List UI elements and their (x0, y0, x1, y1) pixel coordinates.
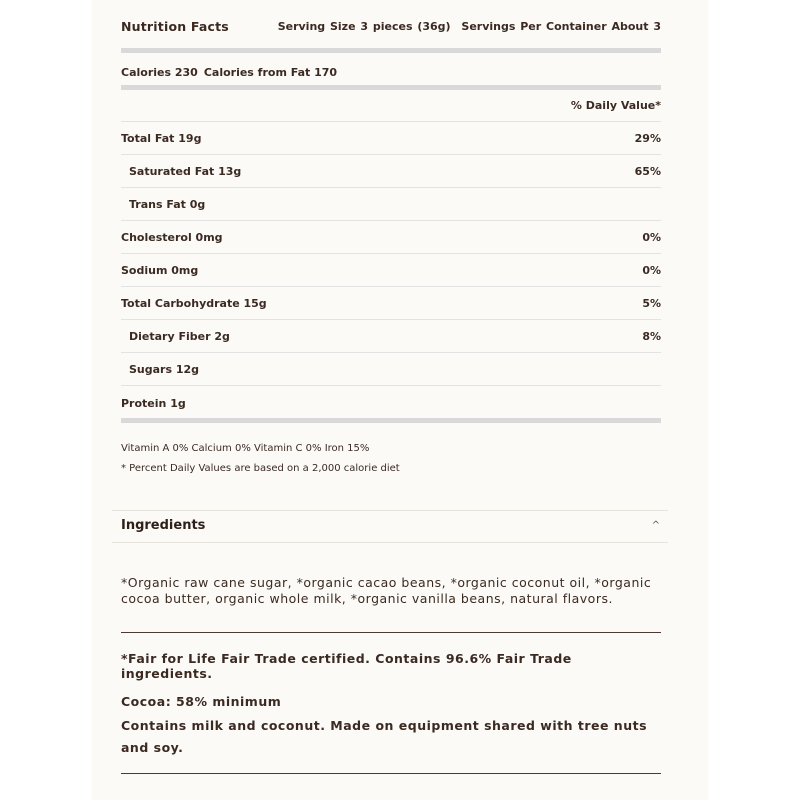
nutrient-row (121, 155, 661, 188)
nutrient-label: Saturated Fat 13g (129, 164, 242, 178)
chevron-up-icon[interactable]: ^ (651, 520, 660, 531)
thick-divider (121, 418, 661, 423)
nutrient-label: Protein 1g (121, 397, 186, 410)
divider (121, 773, 661, 774)
nutrient-dv: 5% (642, 296, 661, 310)
allergen-statement: Contains milk and coconut. Made on equipment shared with tree nuts and soy. (121, 718, 648, 755)
nutrient-row (121, 287, 661, 320)
nutrient-label: Cholesterol 0mg (121, 230, 223, 244)
servings-per-container: Servings Per Container About 3 (461, 19, 661, 33)
vitamins-line: Vitamin A 0% Calcium 0% Vitamin C 0% Iron 15% (121, 443, 370, 454)
nutrient-row (121, 353, 661, 386)
ingredients-accordion-header[interactable] (112, 510, 668, 543)
nutrient-label: Sugars 12g (129, 362, 200, 376)
nutrient-dv: 29% (634, 131, 661, 145)
nutrient-label: Trans Fat 0g (129, 197, 206, 211)
ingredients-title: Ingredients (121, 518, 206, 533)
nutrient-label: Sodium 0mg (121, 263, 199, 277)
fair-trade-note: *Fair for Life Fair Trade certified. Contains 96.6% Fair Trade ingredients. (121, 651, 572, 681)
divider (121, 632, 661, 633)
nutrient-dv: 8% (642, 329, 661, 343)
nutrient-row (121, 188, 661, 221)
nutrient-dv: 65% (634, 164, 661, 178)
nutrient-row (121, 387, 661, 420)
calories-line (121, 62, 661, 82)
nutrition-title: Nutrition Facts (121, 18, 229, 34)
thick-divider (121, 48, 661, 53)
nutrient-dv: 0% (642, 263, 661, 277)
nutrient-label: Dietary Fiber 2g (129, 329, 230, 343)
nutrient-row (121, 320, 661, 353)
nutrient-dv: 0% (642, 230, 661, 244)
daily-value-footnote: * Percent Daily Values are based on a 2,000 calorie diet (121, 463, 400, 474)
nutrition-header (121, 14, 661, 38)
nutrient-label: Total Carbohydrate 15g (121, 296, 267, 310)
nutrient-row (121, 122, 661, 155)
cocoa-percentage: Cocoa: 58% minimum (121, 694, 282, 709)
serving-size: Serving Size 3 pieces (36g) (277, 19, 451, 33)
calories-from-fat: Calories from Fat 170 (203, 65, 338, 79)
daily-value-header-row (121, 89, 661, 122)
serving-info (278, 20, 661, 33)
nutrient-row (121, 254, 661, 287)
nutrient-label: Total Fat 19g (121, 131, 202, 145)
daily-value-header: % Daily Value* (570, 98, 661, 112)
calories: Calories 230 (121, 65, 198, 79)
ingredients-list: *Organic raw cane sugar, *organic cacao beans, *organic coconut oil, *organic cocoa butter, organic whole milk, *organic vanilla beans, natural flavors. (121, 575, 652, 606)
nutrient-row (121, 221, 661, 254)
